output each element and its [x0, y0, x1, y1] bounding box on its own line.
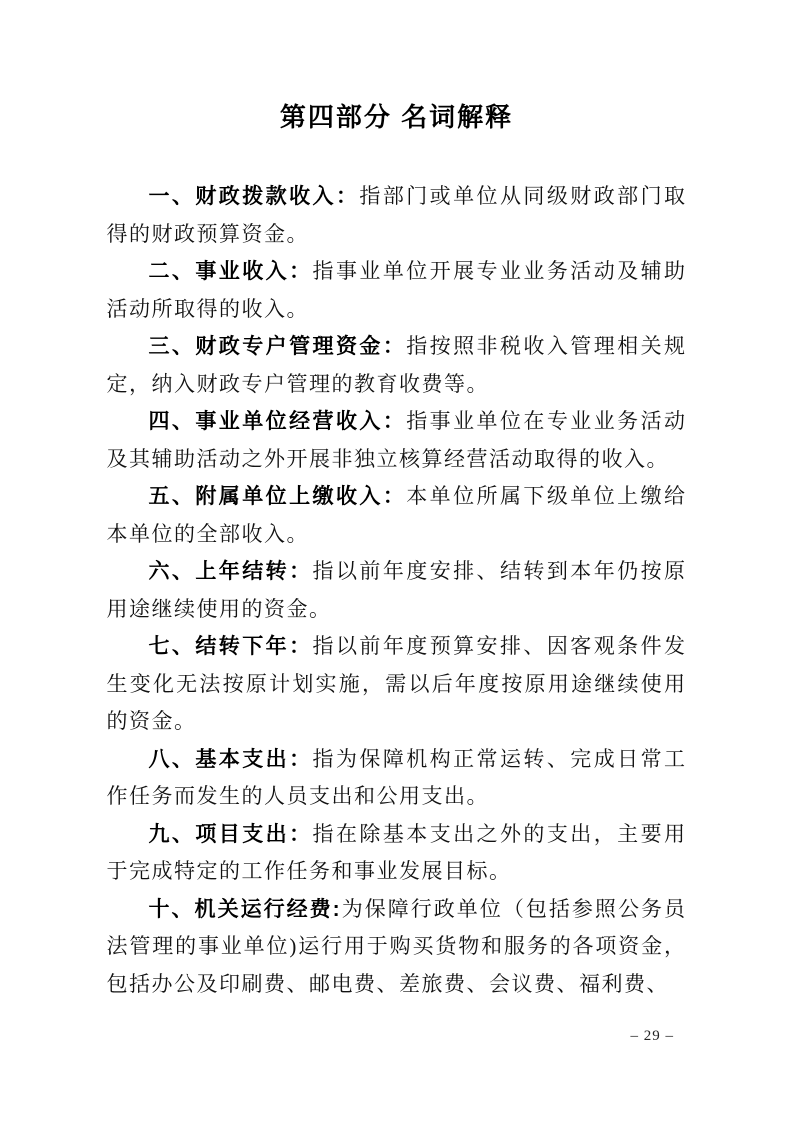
- glossary-item: [107, 328, 687, 403]
- glossary-item: [107, 478, 687, 553]
- glossary-item: [107, 628, 687, 741]
- page-title: 第四部分 名词解释: [279, 102, 514, 132]
- glossary-definition: 指事业单位在专业业务活动及其辅助活动之外开展非独立核算经营活动取得的收入。: [106, 409, 687, 471]
- glossary-item: [107, 891, 687, 1004]
- glossary-definition: 本单位所属下级单位上缴给本单位的全部收入。: [106, 484, 687, 546]
- glossary-definition: 指部门或单位从同级财政部门取得的财政预算资金。: [106, 184, 687, 246]
- glossary-term: 四、事业单位经营收入：: [148, 410, 407, 433]
- glossary-term: 五、附属单位上缴收入：: [148, 485, 407, 508]
- glossary-list: [107, 178, 687, 1003]
- glossary-term: 二、事业收入：: [148, 260, 313, 283]
- glossary-term: 一、财政拨款收入：: [148, 185, 360, 208]
- glossary-term: 十、机关运行经费:: [148, 897, 342, 921]
- glossary-term: 八、基本支出：: [148, 747, 313, 771]
- page-number: – 29 –: [630, 1028, 674, 1044]
- glossary-item: [107, 816, 687, 891]
- glossary-term: 六、上年结转：: [148, 560, 313, 583]
- glossary-term: 七、结转下年：: [148, 635, 313, 658]
- glossary-definition: 指以前年度预算安排、因客观条件发生变化无法按原计划实施，需以后年度按原用途继续使用的资金。: [106, 634, 687, 733]
- glossary-item: [107, 403, 687, 478]
- glossary-term: 三、财政专户管理资金：: [148, 335, 407, 358]
- glossary-definition: 指按照非税收入管理相关规定，纳入财政专户管理的教育收费等。: [106, 334, 687, 396]
- glossary-item: [107, 741, 687, 816]
- glossary-definition: 指事业单位开展专业业务活动及辅助活动所取得的收入。: [106, 259, 687, 321]
- glossary-item: [107, 553, 687, 628]
- glossary-item: [107, 178, 687, 253]
- glossary-definition: 指以前年度安排、结转到本年仍按原用途继续使用的资金。: [106, 559, 687, 621]
- glossary-definition: 指在除基本支出之外的支出，主要用于完成特定的工作任务和事业发展目标。: [106, 821, 687, 883]
- glossary-definition: 为保障行政单位（包括参照公务员法管理的事业单位)运行用于购买货物和服务的各项资金，包括办公及印刷费、邮电费、差旅费、会议费、福利费、: [106, 896, 687, 996]
- glossary-term: 九、项目支出：: [148, 822, 313, 846]
- glossary-definition: 指为保障机构正常运转、完成日常工作任务而发生的人员支出和公用支出。: [106, 746, 687, 808]
- glossary-item: [107, 253, 687, 328]
